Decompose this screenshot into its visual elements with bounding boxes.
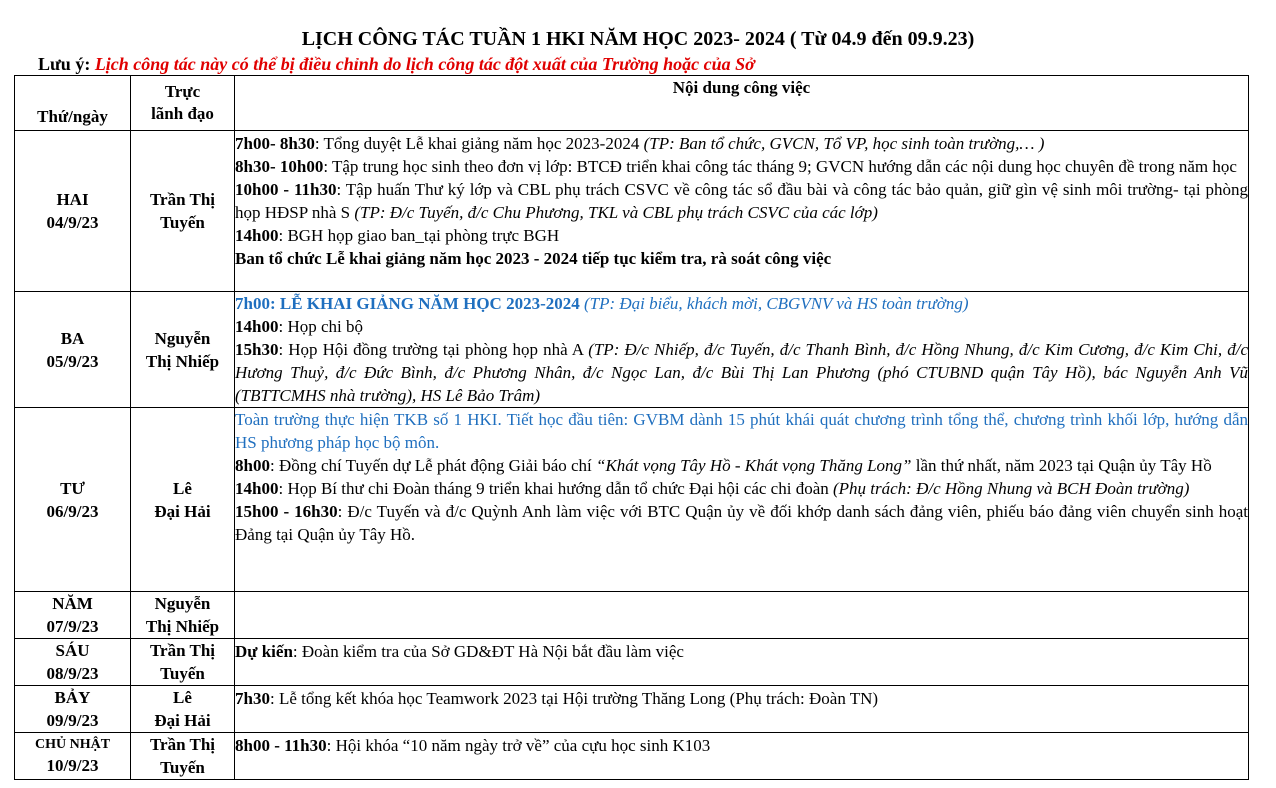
day-date: 06/9/23 <box>46 501 99 521</box>
content-cell <box>235 733 1249 780</box>
item-text: : Họp Bí thư chi Đoàn tháng 9 triển khai hướng dẫn tổ chức Đại hội các chi đoàn <box>278 479 833 498</box>
day-cell <box>15 733 131 780</box>
day-name: TƯ <box>60 478 85 498</box>
day-name: NĂM <box>52 594 93 613</box>
item-note: (TP: Ban tổ chức, GVCN, Tổ VP, học sinh toàn trường,… ) <box>643 134 1045 153</box>
item-text: : Đồng chí Tuyến dự Lễ phát động Giải báo chí <box>269 456 597 475</box>
page-title: LỊCH CÔNG TÁC TUẦN 1 HKI NĂM HỌC 2023- 2024 ( Từ 04.9 đến 09.9.23) <box>301 28 975 50</box>
item-time: 15h00 - 16h30 <box>235 502 338 521</box>
item-time: 7h00- 8h30 <box>235 134 315 153</box>
item-text: : Đoàn kiểm tra của Sở GD&ĐT Hà Nội bắt đầu làm việc <box>292 642 684 661</box>
list-item <box>235 247 1248 270</box>
item-time: 14h00 <box>235 226 279 245</box>
leader-line1: Trần Thị <box>149 641 216 660</box>
list-item <box>235 155 1248 178</box>
day-date: 07/9/23 <box>46 617 99 636</box>
item-note: (Phụ trách: Đ/c Hồng Nhung và BCH Đoàn trường) <box>833 479 1190 498</box>
day-cell <box>15 408 131 592</box>
item-time: 8h00 - 11h30 <box>235 736 327 755</box>
list-item <box>235 477 1248 500</box>
table-row <box>15 292 1249 408</box>
item-text: : Tập huấn Thư ký lớp và CBL phụ trách CSVC về công tác sổ đầu bài và công tác bảo quản, giữ gìn vệ sinh môi trường- tại phòng họp HĐSP nhà S <box>235 180 1248 222</box>
item-time: 8h30- 10h00 <box>235 157 324 176</box>
leader-cell <box>131 131 235 292</box>
item-text: : Tổng duyệt Lễ khai giảng năm học 2023-2024 <box>314 134 644 153</box>
list-item <box>235 224 1248 247</box>
leader-line1: Trần Thị <box>149 735 216 754</box>
day-cell <box>15 292 131 408</box>
item-text: : Hội khóa “10 năm ngày trở về” của cựu học sinh K103 <box>326 736 711 755</box>
content-cell <box>235 408 1249 592</box>
leader-line2: Tuyến <box>160 213 205 232</box>
item-time: 14h00 <box>235 479 279 498</box>
day-name: HAI <box>56 190 89 209</box>
item-time: 10h00 - 11h30 <box>235 180 337 199</box>
leader-line2: Đại Hải <box>154 711 211 730</box>
day-cell <box>15 639 131 686</box>
day-name: BẢY <box>54 688 91 707</box>
list-item <box>235 640 1248 663</box>
list-item: Toàn trường thực hiện TKB số 1 HKI. Tiết học đầu tiên: GVBM dành 15 phút khái quát chương trình tổng thể, chương trình khối lớp, hướng dẫn HS phương pháp học bộ môn. <box>235 410 1248 452</box>
item-text: : Lễ tổng kết khóa học Teamwork 2023 tại Hội trường Thăng Long (Phụ trách: Đoàn TN) <box>269 689 879 708</box>
content-cell <box>235 131 1249 292</box>
content-cell <box>235 292 1249 408</box>
day-date: 09/9/23 <box>46 711 99 730</box>
item-time: 14h00 <box>235 317 279 336</box>
table-header <box>15 76 1249 131</box>
header-leader-line1: Trực <box>164 82 201 101</box>
header-leader <box>131 76 235 131</box>
day-cell <box>15 592 131 639</box>
leader-line1: Trần Thị <box>149 190 216 209</box>
day-cell <box>15 686 131 733</box>
item-note: (TP: Đ/c Tuyến, đ/c Chu Phương, TKL và CBL phụ trách CSVC của các lớp) <box>354 203 878 222</box>
day-name: SÁU <box>55 641 90 660</box>
day-date: 08/9/23 <box>46 664 99 683</box>
leader-line2: Đại Hải <box>154 501 211 521</box>
leader-line1: Lê <box>173 688 192 707</box>
list-item <box>235 178 1248 224</box>
item-text: : Họp chi bộ <box>278 317 363 336</box>
schedule-table <box>14 75 1249 780</box>
table-row <box>15 408 1249 592</box>
item-note: “Khát vọng Tây Hồ - Khát vọng Thăng Long” <box>596 456 912 475</box>
leader-line1: Lê <box>173 478 192 498</box>
item-bold-line: Ban tổ chức Lễ khai giảng năm học 2023 - 2024 tiếp tục kiểm tra, rà soát công việc <box>235 249 832 268</box>
header-content: Nội dung công việc <box>235 76 1249 131</box>
note-label: Lưu ý: <box>38 54 95 74</box>
leader-cell <box>131 408 235 592</box>
header-leader-line2: lãnh đạo <box>151 104 214 123</box>
list-item <box>235 132 1248 155</box>
leader-line1: Nguyễn <box>154 594 211 613</box>
note-message: Lịch công tác này có thể bị điều chỉnh do lịch công tác đột xuất của Trường hoặc của Sở <box>94 54 755 74</box>
item-time: Dự kiến <box>235 642 293 661</box>
item-time: 8h00 <box>235 456 270 475</box>
day-name: CHỦ NHẬT <box>34 736 111 752</box>
content-cell <box>235 639 1249 686</box>
list-item <box>235 734 1248 757</box>
note-line <box>38 53 755 75</box>
item-time: 7h30 <box>235 689 270 708</box>
leader-cell <box>131 733 235 780</box>
day-date: 05/9/23 <box>46 351 99 371</box>
list-item <box>235 500 1248 546</box>
leader-cell <box>131 639 235 686</box>
item-time: 15h30 <box>235 340 279 359</box>
list-item <box>235 454 1248 477</box>
item-text: : Họp Hội đồng trường tại phòng họp nhà A <box>278 340 589 359</box>
leader-line1: Nguyễn <box>154 328 211 348</box>
item-text: : Đ/c Tuyến và đ/c Quỳnh Anh làm việc với BTC Quận ủy về đối khớp danh sách đảng viên, phiếu báo đảng viên chuyển sinh hoạt Đảng tại Quận ủy Tây Hồ. <box>235 502 1248 544</box>
list-item <box>235 338 1248 407</box>
table-row <box>15 592 1249 639</box>
content-cell <box>235 686 1249 733</box>
item-text: lần thứ nhất, năm 2023 tại Quận ủy Tây Hồ <box>911 456 1212 475</box>
content-cell <box>235 592 1249 639</box>
table-row <box>15 639 1249 686</box>
header-day: Thứ/ngày <box>15 76 131 131</box>
item-text: : BGH họp giao ban_tại phòng trực BGH <box>278 226 560 245</box>
item-note: (TP: Đ/c Nhiếp, đ/c Tuyến, đ/c Thanh Bình, đ/c Hồng Nhung, đ/c Kim Cương, đ/c Kim Chi, đ/c Hương Thuỷ, đ/c Đức Bình, đ/c Phương Nhân, đ/c Ngọc Lan, đ/c Bùi Thị Lan Phương (phó CTUBND quận Tây Hồ), bác Nguyễn Anh Vũ (TBTTCMHS nhà trường), HS Lê Bảo Trâm) <box>235 340 1248 405</box>
day-date: 04/9/23 <box>46 213 99 232</box>
day-name: BA <box>60 328 85 348</box>
list-item <box>235 687 1248 710</box>
day-date: 10/9/23 <box>46 755 99 775</box>
list-item <box>235 292 1248 315</box>
leader-line2: Thị Nhiếp <box>145 351 220 371</box>
list-item <box>235 315 1248 338</box>
leader-cell <box>131 292 235 408</box>
item-text: : Tập trung học sinh theo đơn vị lớp: BTCĐ triển khai công tác tháng 9; GVCN hướng dẫn các nội dung học chuyên đề trong năm học <box>323 157 1237 176</box>
item-time: 7h00: LỄ KHAI GIẢNG NĂM HỌC 2023-2024 <box>235 294 580 313</box>
leader-line2: Thị Nhiếp <box>145 617 220 636</box>
leader-cell <box>131 592 235 639</box>
item-note: (TP: Đại biểu, khách mời, CBGVNV và HS toàn trường) <box>579 294 969 313</box>
table-row <box>15 686 1249 733</box>
leader-line2: Tuyến <box>160 758 205 777</box>
leader-cell <box>131 686 235 733</box>
table-row <box>15 131 1249 292</box>
day-cell <box>15 131 131 292</box>
leader-line2: Tuyến <box>160 664 205 683</box>
table-row <box>15 733 1249 780</box>
